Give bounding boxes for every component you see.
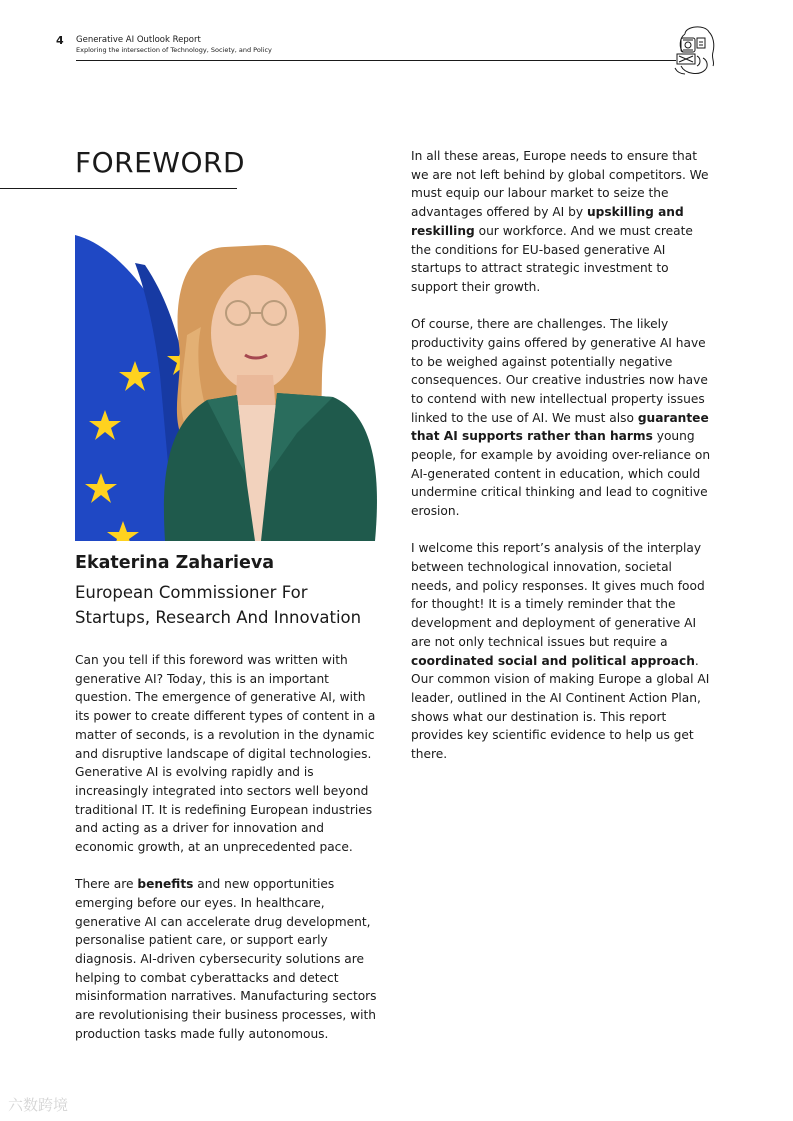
person-role: European Commissioner For Startups, Research And Innovation [75,583,362,627]
text-run: . Our common vision of making Europe a global AI leader, outlined in the AI Continent Action Plan, shows what our destination is. This report provides key scientific evidence to help us get there. [411,653,710,762]
header-rule [76,60,676,61]
portrait-illustration [75,235,380,541]
face [211,275,299,391]
title-rule [0,188,237,189]
text-run: and new opportunities emerging before our eyes. In healthcare, generative AI can accelerate drug development, personalise patient care, or support early diagnosis. AI-driven cybersecurity solutions are helping to combat cyberattacks and detect misinformation narratives. Manufacturing sectors are revolutionising their business processes, with production tasks made fully autonomous. [75,877,377,1041]
text-run: In all these areas, Europe needs to ensure that we are not left behind by global competitors. We must equip our labour market to seize the advantages offered by AI by [411,149,709,220]
paragraph [411,315,716,521]
text-run: There are [75,877,138,892]
left-column [75,651,380,1062]
bold-text: benefits [137,877,194,892]
text-run: our workforce. And we must create the conditions for EU-based generative AI startups to attract strategic investment to support their growth. [411,223,693,294]
text-run: young people, for example by avoiding over-reliance on AI-generated content in education, which could undermine critical thinking and lead to cognitive erosion. [411,429,711,519]
paragraph [411,147,716,297]
text-run: I welcome this report’s analysis of the interplay between technological innovation, societal needs, and policy responses. It gives much food for thought! It is a timely reminder that the development and deployment of generative AI are not only technical issues but require a [411,541,705,649]
page-title: FOREWORD [75,146,246,179]
paragraph [75,875,380,1043]
text-run: Of course, there are challenges. The likely productivity gains offered by generative AI have to be weighed against potentially negative consequences. Our creative industries now have to contend with new intellectual property issues linked to the use of AI. We must also [411,317,708,425]
person-name: Ekaterina Zaharieva [75,553,275,573]
header-subtitle: Exploring the intersection of Technology, Society, and Policy [76,46,272,54]
right-column [411,147,716,782]
bold-text: upskilling and reskilling [411,205,684,238]
bold-text: guarantee that AI supports rather than harms [411,410,709,444]
page-number: 4 [56,34,64,47]
header-text [76,35,676,55]
watermark: 六数跨境 [8,1096,69,1114]
portrait-photo [75,235,380,541]
header-title: Generative AI Outlook Report [76,35,201,45]
paragraph [411,539,716,763]
bold-text: coordinated social and political approach [411,653,695,668]
report-logo-icon [671,22,719,78]
paragraph: Can you tell if this foreword was written with generative AI? Today, this is an important question. The emergence of generative AI, with its power to create different types of content in a matter of seconds, is a revolution in the dynamic and disruptive landscape of digital technologies. Generative AI is evolving rapidly and is increasingly integrated into sectors well beyond traditional IT. It is redefining European industries and acting as a driver for innovation and economic growth, at an unprecedented pace. [75,653,376,855]
